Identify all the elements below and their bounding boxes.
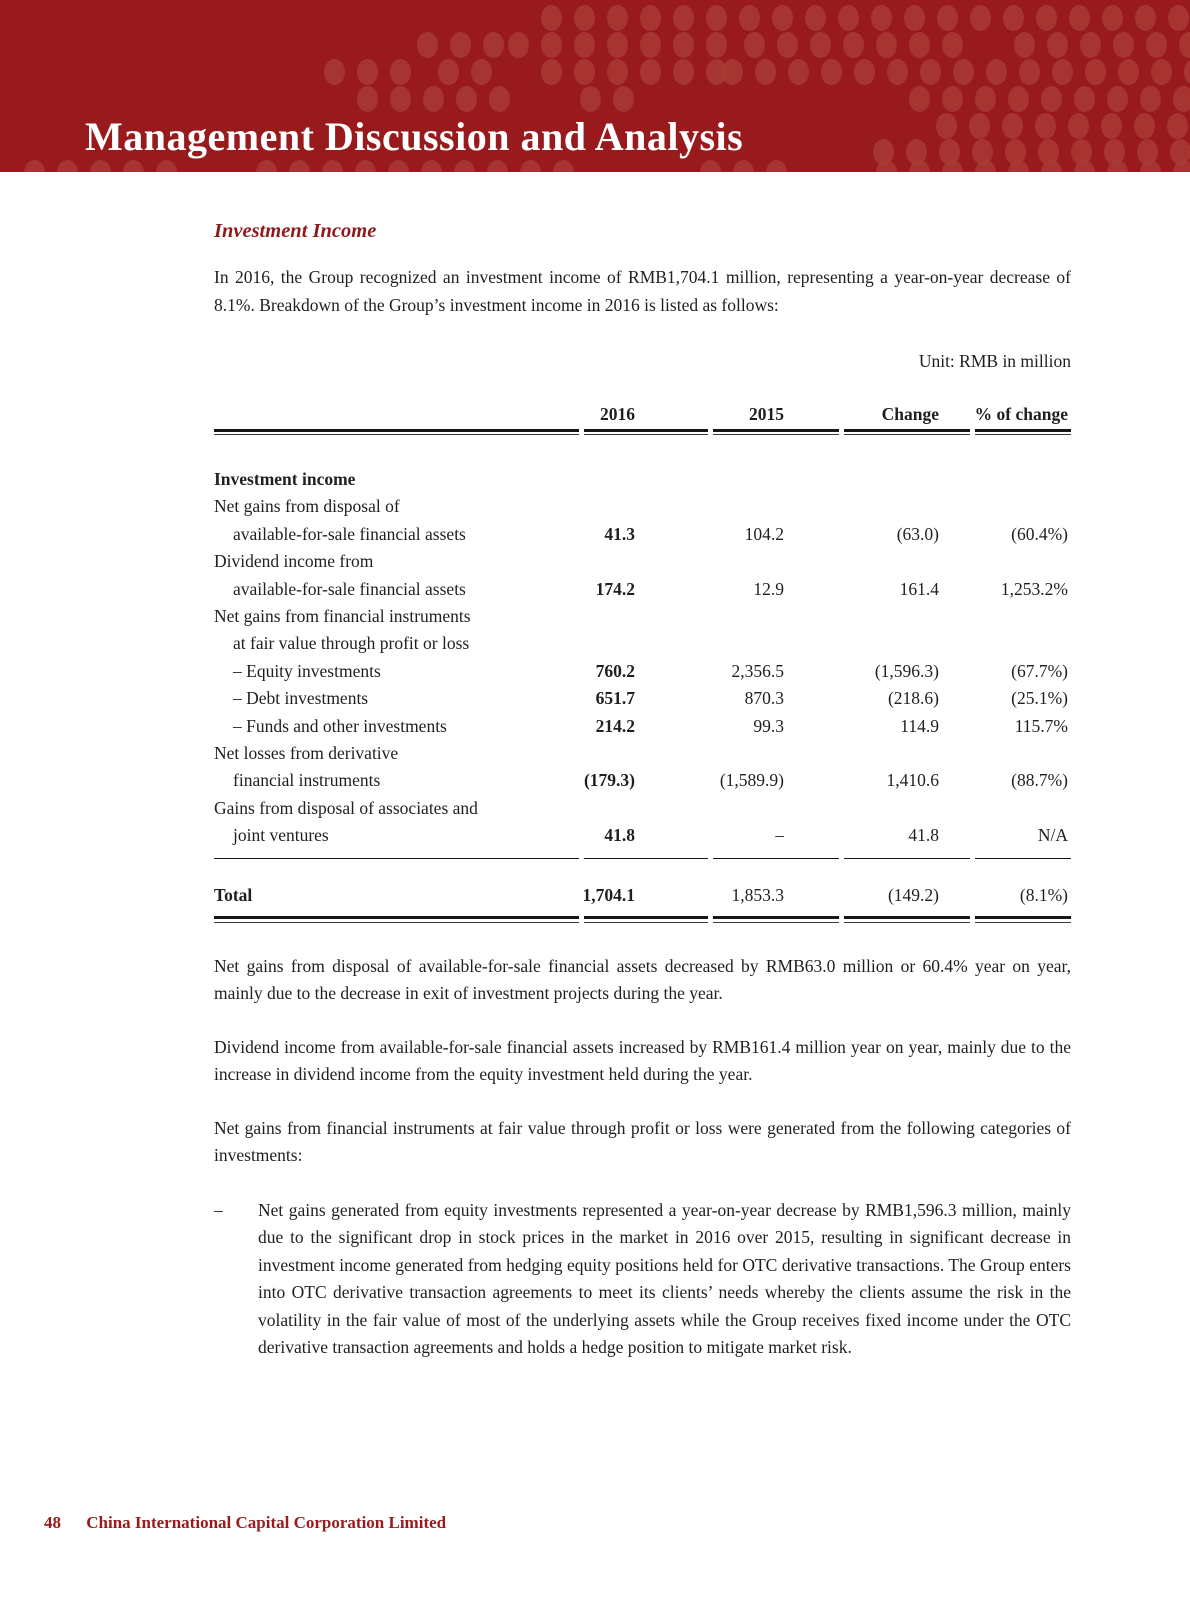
table-row — [214, 466, 1071, 493]
table-row — [214, 713, 1071, 740]
row-label: – Equity investments — [233, 660, 381, 681]
row-value — [813, 493, 972, 520]
row-value: 1,704.1 — [582, 884, 635, 905]
company-name: China International Capital Corporation Limited — [86, 1513, 447, 1532]
row-value — [972, 548, 1071, 575]
row-label: Gains from disposal of associates and — [214, 797, 478, 818]
row-value — [658, 740, 813, 767]
table-row — [214, 658, 1071, 685]
row-value — [511, 795, 658, 822]
row-value: – — [775, 825, 784, 846]
bullet-marker: – — [214, 1199, 223, 1220]
column-header-pct-change: % of change — [974, 403, 1068, 424]
body-paragraph-1: Net gains from disposal of available-for-sale financial assets decreased by RMB63.0 million or 60.4% year on year, mainly due to the decrease in exit of investment projects during the year. — [214, 955, 1071, 1004]
row-value — [972, 740, 1071, 767]
row-value — [511, 630, 658, 657]
row-value — [658, 493, 813, 520]
investment-income-table — [214, 399, 1071, 923]
row-label: joint ventures — [233, 825, 329, 846]
row-label: Net gains from financial instruments — [214, 606, 471, 627]
row-value: (63.0) — [896, 523, 939, 544]
intro-paragraph: In 2016, the Group recognized an investment income of RMB1,704.1 million, representing a year-on-year decrease of 8.1%. Breakdown of the Group’s investment income in 2016 is listed as follows: — [214, 267, 1071, 315]
row-value: 115.7% — [1014, 715, 1068, 736]
row-label: – Debt investments — [233, 688, 369, 709]
table-body — [214, 435, 1071, 858]
table-header-spacer — [214, 399, 511, 429]
row-value — [972, 466, 1071, 493]
row-value: (218.6) — [887, 688, 939, 709]
row-value — [511, 493, 658, 520]
row-value: (179.3) — [583, 770, 635, 791]
row-value: 41.8 — [908, 825, 939, 846]
row-value — [658, 795, 813, 822]
row-value: N/A — [1037, 825, 1068, 846]
page-header-band — [0, 0, 1190, 172]
row-value — [658, 548, 813, 575]
row-value: 760.2 — [595, 660, 635, 681]
table-subtotal-rule — [214, 858, 1071, 859]
row-value — [511, 740, 658, 767]
row-value: (25.1%) — [1011, 688, 1068, 709]
row-value — [813, 795, 972, 822]
row-value — [813, 740, 972, 767]
row-value — [658, 630, 813, 657]
row-value: (60.4%) — [1011, 523, 1068, 544]
row-value: (1,596.3) — [874, 660, 939, 681]
row-value: 1,853.3 — [731, 884, 784, 905]
row-value — [511, 466, 658, 493]
body-paragraph-3: Net gains from financial instruments at fair value through profit or loss were generated from the following categories of investments: — [214, 1117, 1071, 1166]
row-value: 174.2 — [595, 578, 635, 599]
table-row — [214, 521, 1071, 548]
row-value — [972, 493, 1071, 520]
table-row — [214, 548, 1071, 575]
row-value: 1,410.6 — [886, 770, 939, 791]
page-footer — [44, 1512, 446, 1534]
row-label: – Funds and other investments — [233, 715, 447, 736]
row-label: Dividend income from — [214, 551, 374, 572]
row-value: (88.7%) — [1011, 770, 1068, 791]
page-title: Management Discussion and Analysis — [85, 114, 744, 159]
row-value — [511, 548, 658, 575]
table-row — [214, 576, 1071, 603]
table-header-row — [214, 399, 1071, 429]
row-value: 651.7 — [595, 688, 635, 709]
table-total-row — [214, 859, 1071, 916]
row-label: Net losses from derivative — [214, 743, 399, 764]
table-row — [214, 767, 1071, 794]
row-value — [813, 466, 972, 493]
row-value: 41.8 — [604, 825, 635, 846]
row-label: available-for-sale financial assets — [233, 523, 466, 544]
row-value: 99.3 — [753, 715, 784, 736]
column-header-2015: 2015 — [749, 403, 784, 424]
row-value — [511, 603, 658, 630]
table-row — [214, 493, 1071, 520]
row-value: 870.3 — [744, 688, 784, 709]
row-value — [972, 603, 1071, 630]
page-number: 48 — [44, 1513, 61, 1532]
row-value — [658, 603, 813, 630]
row-value — [972, 630, 1071, 657]
row-label: Total — [214, 884, 253, 905]
table-row — [214, 630, 1071, 657]
row-label: Net gains from disposal of — [214, 496, 400, 517]
row-value: (67.7%) — [1011, 660, 1068, 681]
table-row — [214, 822, 1071, 849]
table-header-rule — [214, 429, 1071, 436]
row-value — [813, 603, 972, 630]
row-value: 1,253.2% — [1000, 578, 1068, 599]
row-value — [972, 795, 1071, 822]
row-value: 161.4 — [899, 578, 939, 599]
table-row — [214, 603, 1071, 630]
table-row — [214, 685, 1071, 712]
row-value: 12.9 — [753, 578, 784, 599]
section-heading: Investment Income — [214, 220, 377, 242]
unit-note: Unit: RMB in million — [918, 351, 1071, 371]
bullet-item — [214, 1197, 1071, 1362]
row-value — [813, 630, 972, 657]
row-value: (149.2) — [887, 884, 939, 905]
row-value — [813, 548, 972, 575]
row-value: 41.3 — [604, 523, 635, 544]
body-paragraph-2: Dividend income from available-for-sale financial assets increased by RMB161.4 million year on year, mainly due to the increase in dividend income from the equity investment held during the year. — [214, 1036, 1071, 1085]
table-row — [214, 740, 1071, 767]
row-label: Investment income — [214, 469, 356, 489]
row-value: (1,589.9) — [719, 770, 784, 791]
row-value: 2,356.5 — [731, 660, 784, 681]
row-value: 114.9 — [900, 715, 939, 736]
row-label: available-for-sale financial assets — [233, 578, 466, 599]
row-value: 104.2 — [744, 523, 784, 544]
column-header-change: Change — [881, 403, 939, 424]
column-header-2016: 2016 — [600, 403, 635, 424]
content-area — [214, 219, 1071, 1362]
row-label: at fair value through profit or loss — [233, 633, 470, 654]
table-row — [214, 795, 1071, 822]
row-label: financial instruments — [233, 770, 381, 791]
row-value: (8.1%) — [1019, 884, 1068, 905]
bullet-text: Net gains generated from equity investments represented a year-on-year decrease by RMB1,596.3 million, mainly due to the significant drop in stock prices in the market in 2016 over 2015, resulting in significant decrease in investment income generated from hedging equity positions held for OTC derivative transactions. The Group enters into OTC derivative transaction agreements to meet its clients’ needs whereby the clients assume the risk in the volatility in the fair value of most of the underlying assets while the Group receives fixed income under the OTC derivative transaction agreements and holds a hedge position to mitigate market risk. — [258, 1199, 1071, 1358]
row-value: 214.2 — [595, 715, 635, 736]
row-value — [658, 466, 813, 493]
table-bottom-rule — [214, 916, 1071, 923]
